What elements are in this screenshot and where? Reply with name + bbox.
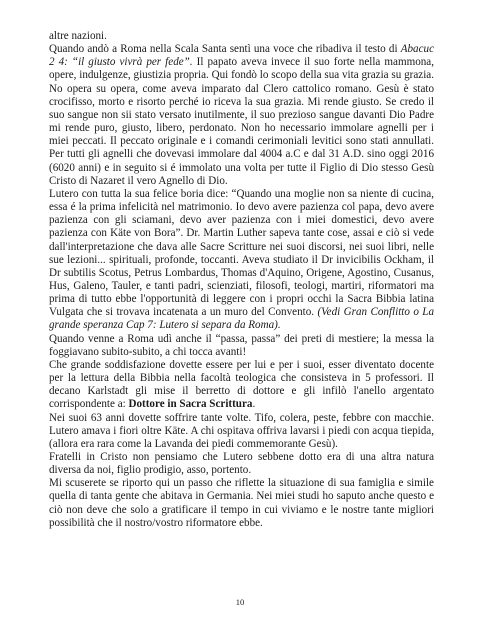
- text-span: altre nazioni.: [49, 30, 107, 42]
- text-span: Il papato aveva invece il suo forte nella mammona, opere, indulgenze, giustizia propria. Qui fondò lo scopo della sua vita grazia su grazia. No opera su opera, come aveva imparato dal Clero cattolico romano. Gesù è stato crocifisso, morto e risorto perché io riceva la sua grazia. Mi rende giusto. Se credo il suo sangue non sii stato versato inutilmente, il suo prezioso sangue davanti Dio Padre mi rende puro, giusto, libero, perdonato. Non ho necessario immolare agnelli per i miei peccati. Il peccato originale e i comandi cerimoniali levitici sono stati annullati. Per tutti gli agnelli che dovevasi immolare dal 4004 a.C e dal 31 A.D. sino oggi 2016 (6020 anni) e in seguito si é immolato una volta per tutte il Figlio di Dio stesso Gesù Cristo di Nazaret il vero Agnello di Dio.: [49, 56, 434, 187]
- text-span: Nei suoi 63 anni dovette soffrire tante volte. Tifo, colera, peste, febbre con macchie. Lutero amava i fiori oltre Käte. A chi ospitava offriva lavarsi i piedi con acqua tiepida, (allora era rara come la Lavanda dei piedi commemorante Gesù).: [49, 411, 434, 450]
- body-text: [49, 30, 434, 530]
- text-span: .: [252, 398, 256, 411]
- paragraph: [49, 30, 434, 43]
- paragraph: [49, 188, 434, 333]
- paragraph: [49, 412, 434, 451]
- bold-text-span: Dottore in Sacra Scrittura: [128, 398, 253, 411]
- page-number: 10: [235, 597, 245, 607]
- text-span: Quando venne a Roma udì anche il “passa, passa” dei preti di mestiere; la messa la foggiavano subito-subito, a chi tocca avanti!: [49, 332, 434, 358]
- text-span: Quando andò a Roma nella Scala Santa sentì una voce che ribadiva il testo di: [49, 43, 401, 56]
- text-span: Mi scuserete se riporto qui un passo che riflette la situazione di sua famiglia e simile quella di tanta gente che abitava in Germania. Nei miei studi ho saputo anche questo e ciò non deve che solo a gratificare il tempo in cui viviamo e le nostre tante migliori possibilità che il nostro/vostro riformatore ebbe.: [49, 477, 434, 529]
- text-span: Lutero con tutta la sua felice boria dice: “Quando una moglie non sa niente di cucina, essa é la prima infelicità nel matrimonio. Io devo avere pazienza col papa, devo avere pazienza con gli sciamani, devo aver pazienza con i miei domestici, devo avere pazienza con Käte von Bora”. Dr. Martin Luther sapeva tante cose, assai e ciò si vede dall'interpretazione che dava alle Sacre Scritture nei suoi discorsi, nei suoi libri, nelle sue lezioni... spirituali, profonde, toccanti. Aveva studiato il Dr invicibilis Ockham, il Dr subtilis Scotus, Petrus Lombardus, Thomas d'Aquino, Origene, Agostino, Cusanus, Hus, Galeno, Tauler, e tanti padri, scienziati, filosofi, teologi, martiri, riformatori ma prima di tutto ebbe l'opportunità di leggere con i propri occhi la Sacra Bibbia latina Vulgata che si trovava incatenata a un muro del Convento.: [49, 187, 434, 319]
- text-span: Fratelli in Cristo non pensiamo che Lutero sebbene dotto era di una altra natura diversa da noi, figlio prodigio, asso, portento.: [49, 451, 434, 477]
- italic-text-span: (Vedi Gran Conflitto o La grande speranza Cap 7: Lutero si separa da Roma).: [49, 306, 434, 332]
- paragraph: [49, 477, 434, 530]
- paragraph: [49, 43, 434, 188]
- italic-text-span: Abacuc 2 4: “il giusto vivrà per fede”.: [49, 43, 434, 69]
- paragraph: [49, 333, 434, 359]
- paragraph: [49, 451, 434, 477]
- paragraph: [49, 359, 434, 412]
- text-span: Che grande soddisfazione dovette essere per lui e per i suoi, esser diventato docente per la lettura della Bibbia nella facoltà teologica che consisteva in 5 professori. Il decano Karlstadt gli mise il berretto di dottore e gli infilò l'anello argentato corrispondente a:: [49, 358, 434, 411]
